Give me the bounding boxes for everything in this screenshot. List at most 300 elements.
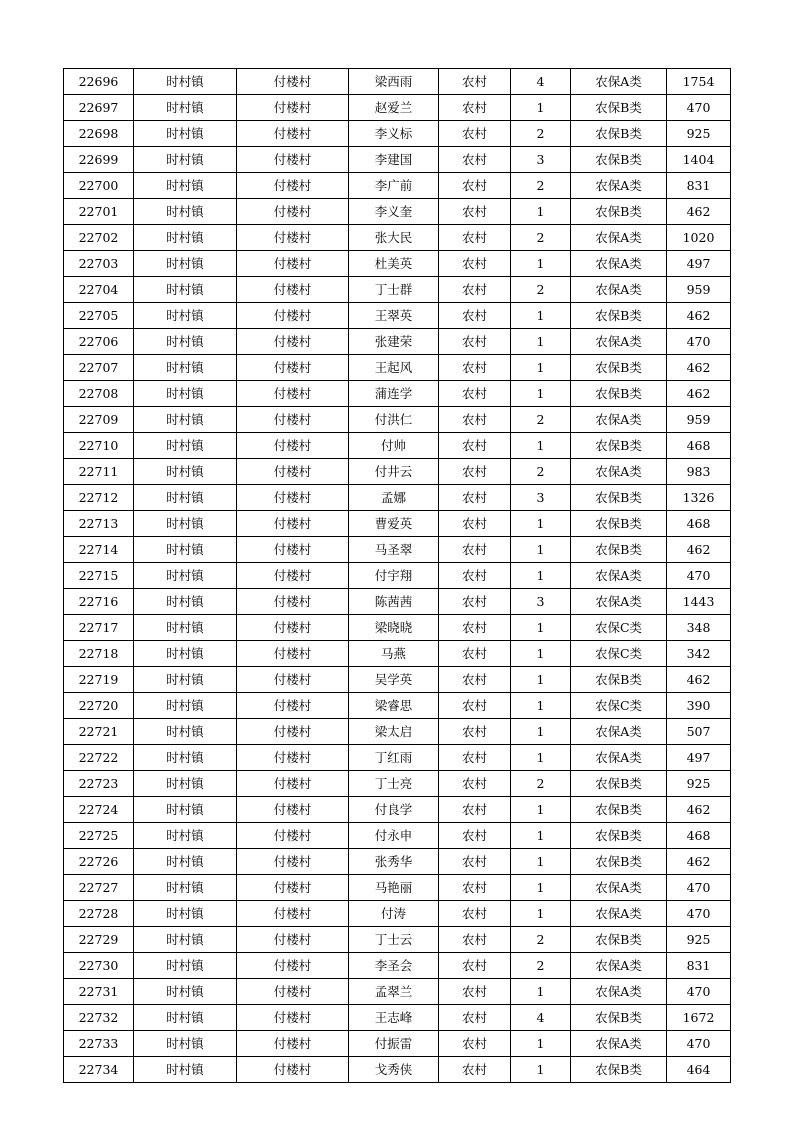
cell-household-type: 农村 [439,615,511,641]
cell-count: 1 [511,875,571,901]
cell-town: 时村镇 [134,277,237,303]
cell-village: 付楼村 [237,511,349,537]
cell-village: 付楼村 [237,823,349,849]
cell-town: 时村镇 [134,771,237,797]
table-row [64,485,731,511]
cell-category: 农保A类 [571,251,667,277]
table-row [64,1057,731,1083]
cell-village: 付楼村 [237,303,349,329]
cell-count: 2 [511,407,571,433]
cell-id: 22719 [64,667,134,693]
cell-name: 戈秀侠 [349,1057,439,1083]
cell-village: 付楼村 [237,667,349,693]
cell-id: 22703 [64,251,134,277]
cell-amount: 470 [667,901,731,927]
cell-id: 22717 [64,615,134,641]
cell-name: 李圣会 [349,953,439,979]
table-row [64,953,731,979]
cell-count: 1 [511,901,571,927]
cell-category: 农保B类 [571,485,667,511]
cell-village: 付楼村 [237,615,349,641]
cell-village: 付楼村 [237,563,349,589]
cell-amount: 468 [667,511,731,537]
table-row [64,1031,731,1057]
cell-amount: 959 [667,407,731,433]
cell-id: 22713 [64,511,134,537]
cell-household-type: 农村 [439,797,511,823]
cell-count: 2 [511,173,571,199]
cell-amount: 390 [667,693,731,719]
cell-household-type: 农村 [439,69,511,95]
cell-village: 付楼村 [237,433,349,459]
cell-count: 1 [511,745,571,771]
cell-id: 22714 [64,537,134,563]
cell-amount: 831 [667,953,731,979]
cell-id: 22705 [64,303,134,329]
cell-household-type: 农村 [439,277,511,303]
cell-household-type: 农村 [439,745,511,771]
cell-town: 时村镇 [134,433,237,459]
cell-household-type: 农村 [439,251,511,277]
table-row [64,901,731,927]
cell-id: 22730 [64,953,134,979]
cell-category: 农保A类 [571,719,667,745]
cell-town: 时村镇 [134,1005,237,1031]
cell-village: 付楼村 [237,485,349,511]
cell-household-type: 农村 [439,537,511,563]
cell-name: 马圣翠 [349,537,439,563]
cell-household-type: 农村 [439,95,511,121]
cell-name: 赵爱兰 [349,95,439,121]
cell-id: 22733 [64,1031,134,1057]
cell-town: 时村镇 [134,199,237,225]
cell-town: 时村镇 [134,69,237,95]
cell-town: 时村镇 [134,1031,237,1057]
cell-id: 22722 [64,745,134,771]
cell-category: 农保B类 [571,1057,667,1083]
cell-category: 农保C类 [571,641,667,667]
cell-village: 付楼村 [237,225,349,251]
cell-count: 1 [511,823,571,849]
cell-id: 22720 [64,693,134,719]
cell-amount: 470 [667,329,731,355]
table-row [64,459,731,485]
table-row [64,745,731,771]
cell-category: 农保B类 [571,823,667,849]
cell-village: 付楼村 [237,147,349,173]
cell-count: 4 [511,1005,571,1031]
cell-town: 时村镇 [134,511,237,537]
cell-amount: 470 [667,979,731,1005]
cell-count: 1 [511,1057,571,1083]
cell-village: 付楼村 [237,355,349,381]
cell-household-type: 农村 [439,927,511,953]
cell-village: 付楼村 [237,69,349,95]
cell-name: 付井云 [349,459,439,485]
table-row [64,1005,731,1031]
cell-amount: 470 [667,95,731,121]
cell-count: 1 [511,355,571,381]
cell-count: 1 [511,979,571,1005]
table-row [64,303,731,329]
table-row [64,641,731,667]
subsidy-table [63,68,731,1083]
cell-category: 农保A类 [571,225,667,251]
cell-town: 时村镇 [134,563,237,589]
cell-category: 农保A类 [571,563,667,589]
cell-id: 22697 [64,95,134,121]
cell-town: 时村镇 [134,667,237,693]
cell-category: 农保B类 [571,121,667,147]
cell-name: 丁红雨 [349,745,439,771]
cell-town: 时村镇 [134,459,237,485]
cell-name: 付振雷 [349,1031,439,1057]
cell-town: 时村镇 [134,901,237,927]
cell-count: 1 [511,693,571,719]
cell-id: 22729 [64,927,134,953]
cell-household-type: 农村 [439,407,511,433]
cell-count: 1 [511,849,571,875]
cell-town: 时村镇 [134,797,237,823]
cell-village: 付楼村 [237,381,349,407]
cell-name: 梁西雨 [349,69,439,95]
cell-name: 李广前 [349,173,439,199]
cell-name: 孟娜 [349,485,439,511]
cell-count: 3 [511,485,571,511]
cell-name: 张秀华 [349,849,439,875]
cell-category: 农保B类 [571,511,667,537]
table-row [64,537,731,563]
cell-name: 蒲连学 [349,381,439,407]
cell-id: 22708 [64,381,134,407]
cell-category: 农保A类 [571,173,667,199]
cell-village: 付楼村 [237,953,349,979]
cell-id: 22727 [64,875,134,901]
table-row [64,355,731,381]
table-row [64,615,731,641]
cell-name: 张大民 [349,225,439,251]
table-row [64,771,731,797]
cell-category: 农保A类 [571,69,667,95]
table-row [64,797,731,823]
cell-household-type: 农村 [439,771,511,797]
table-row [64,251,731,277]
cell-name: 丁士云 [349,927,439,953]
cell-amount: 342 [667,641,731,667]
table-row [64,381,731,407]
table-row [64,849,731,875]
cell-village: 付楼村 [237,875,349,901]
cell-category: 农保A类 [571,953,667,979]
cell-name: 梁太启 [349,719,439,745]
cell-name: 付洪仁 [349,407,439,433]
cell-amount: 507 [667,719,731,745]
cell-village: 付楼村 [237,927,349,953]
cell-category: 农保B类 [571,1005,667,1031]
cell-name: 张建荣 [349,329,439,355]
cell-category: 农保C类 [571,693,667,719]
cell-id: 22728 [64,901,134,927]
cell-category: 农保B类 [571,199,667,225]
cell-count: 1 [511,511,571,537]
table-row [64,511,731,537]
cell-category: 农保B类 [571,381,667,407]
cell-amount: 470 [667,875,731,901]
cell-id: 22700 [64,173,134,199]
cell-town: 时村镇 [134,875,237,901]
cell-id: 22701 [64,199,134,225]
cell-village: 付楼村 [237,407,349,433]
cell-category: 农保A类 [571,979,667,1005]
cell-village: 付楼村 [237,173,349,199]
cell-amount: 462 [667,797,731,823]
cell-count: 1 [511,251,571,277]
cell-town: 时村镇 [134,953,237,979]
cell-name: 丁士群 [349,277,439,303]
cell-household-type: 农村 [439,849,511,875]
cell-amount: 462 [667,355,731,381]
cell-count: 1 [511,1031,571,1057]
cell-category: 农保B类 [571,303,667,329]
cell-town: 时村镇 [134,485,237,511]
table-row [64,225,731,251]
cell-village: 付楼村 [237,979,349,1005]
cell-name: 付良学 [349,797,439,823]
cell-amount: 1443 [667,589,731,615]
cell-household-type: 农村 [439,329,511,355]
cell-name: 丁士亮 [349,771,439,797]
cell-town: 时村镇 [134,329,237,355]
cell-village: 付楼村 [237,771,349,797]
cell-id: 22706 [64,329,134,355]
cell-name: 杜美英 [349,251,439,277]
cell-count: 4 [511,69,571,95]
cell-household-type: 农村 [439,823,511,849]
cell-category: 农保A类 [571,459,667,485]
cell-count: 1 [511,433,571,459]
cell-town: 时村镇 [134,849,237,875]
cell-household-type: 农村 [439,901,511,927]
cell-village: 付楼村 [237,589,349,615]
cell-count: 1 [511,615,571,641]
cell-category: 农保A类 [571,277,667,303]
cell-name: 付涛 [349,901,439,927]
cell-amount: 1020 [667,225,731,251]
cell-household-type: 农村 [439,563,511,589]
cell-household-type: 农村 [439,225,511,251]
cell-town: 时村镇 [134,355,237,381]
cell-amount: 462 [667,381,731,407]
cell-id: 22711 [64,459,134,485]
cell-town: 时村镇 [134,173,237,199]
cell-id: 22698 [64,121,134,147]
cell-category: 农保A类 [571,875,667,901]
cell-town: 时村镇 [134,615,237,641]
cell-category: 农保A类 [571,329,667,355]
cell-household-type: 农村 [439,121,511,147]
cell-household-type: 农村 [439,173,511,199]
cell-id: 22725 [64,823,134,849]
table-row [64,719,731,745]
table-row [64,693,731,719]
cell-town: 时村镇 [134,1057,237,1083]
cell-count: 1 [511,641,571,667]
cell-count: 1 [511,199,571,225]
cell-village: 付楼村 [237,121,349,147]
table-row [64,95,731,121]
cell-amount: 1326 [667,485,731,511]
table-row [64,329,731,355]
cell-name: 马艳丽 [349,875,439,901]
cell-id: 22723 [64,771,134,797]
cell-town: 时村镇 [134,147,237,173]
cell-count: 1 [511,563,571,589]
cell-household-type: 农村 [439,459,511,485]
cell-village: 付楼村 [237,199,349,225]
cell-count: 1 [511,537,571,563]
cell-amount: 1672 [667,1005,731,1031]
table-body [64,69,731,1083]
cell-category: 农保A类 [571,407,667,433]
cell-amount: 464 [667,1057,731,1083]
cell-town: 时村镇 [134,225,237,251]
table-row [64,979,731,1005]
table-row [64,121,731,147]
cell-village: 付楼村 [237,251,349,277]
table-row [64,69,731,95]
cell-town: 时村镇 [134,823,237,849]
cell-village: 付楼村 [237,277,349,303]
cell-count: 1 [511,303,571,329]
cell-name: 吴学英 [349,667,439,693]
cell-village: 付楼村 [237,459,349,485]
cell-amount: 497 [667,745,731,771]
cell-household-type: 农村 [439,433,511,459]
cell-town: 时村镇 [134,95,237,121]
cell-count: 2 [511,459,571,485]
cell-amount: 462 [667,537,731,563]
cell-town: 时村镇 [134,589,237,615]
cell-town: 时村镇 [134,537,237,563]
cell-category: 农保B类 [571,771,667,797]
cell-village: 付楼村 [237,1031,349,1057]
cell-amount: 470 [667,1031,731,1057]
cell-name: 梁晓晓 [349,615,439,641]
cell-category: 农保C类 [571,615,667,641]
cell-name: 付宇翔 [349,563,439,589]
cell-amount: 831 [667,173,731,199]
cell-category: 农保A类 [571,901,667,927]
cell-count: 1 [511,329,571,355]
cell-count: 1 [511,797,571,823]
cell-count: 2 [511,771,571,797]
cell-amount: 470 [667,563,731,589]
cell-amount: 462 [667,199,731,225]
cell-household-type: 农村 [439,953,511,979]
cell-village: 付楼村 [237,693,349,719]
cell-count: 1 [511,667,571,693]
cell-amount: 462 [667,667,731,693]
table-row [64,563,731,589]
cell-amount: 348 [667,615,731,641]
cell-id: 22710 [64,433,134,459]
cell-name: 王起风 [349,355,439,381]
cell-village: 付楼村 [237,797,349,823]
cell-household-type: 农村 [439,1057,511,1083]
cell-id: 22704 [64,277,134,303]
cell-village: 付楼村 [237,95,349,121]
cell-amount: 1404 [667,147,731,173]
cell-amount: 983 [667,459,731,485]
cell-household-type: 农村 [439,199,511,225]
cell-id: 22721 [64,719,134,745]
cell-household-type: 农村 [439,693,511,719]
cell-category: 农保B类 [571,355,667,381]
cell-count: 3 [511,147,571,173]
cell-count: 1 [511,381,571,407]
cell-household-type: 农村 [439,147,511,173]
cell-household-type: 农村 [439,303,511,329]
cell-household-type: 农村 [439,485,511,511]
cell-name: 付帅 [349,433,439,459]
cell-household-type: 农村 [439,667,511,693]
cell-town: 时村镇 [134,927,237,953]
cell-amount: 925 [667,771,731,797]
cell-count: 2 [511,121,571,147]
cell-village: 付楼村 [237,641,349,667]
cell-id: 22707 [64,355,134,381]
cell-category: 农保A类 [571,589,667,615]
cell-id: 22716 [64,589,134,615]
cell-household-type: 农村 [439,511,511,537]
cell-amount: 468 [667,433,731,459]
cell-name: 李义奎 [349,199,439,225]
cell-household-type: 农村 [439,381,511,407]
cell-village: 付楼村 [237,537,349,563]
cell-name: 陈茜茜 [349,589,439,615]
cell-name: 李建国 [349,147,439,173]
cell-count: 2 [511,953,571,979]
cell-count: 2 [511,225,571,251]
cell-id: 22734 [64,1057,134,1083]
cell-id: 22709 [64,407,134,433]
cell-name: 付永申 [349,823,439,849]
cell-household-type: 农村 [439,589,511,615]
cell-town: 时村镇 [134,693,237,719]
cell-count: 2 [511,927,571,953]
cell-amount: 925 [667,927,731,953]
cell-id: 22726 [64,849,134,875]
cell-amount: 1754 [667,69,731,95]
cell-category: 农保B类 [571,667,667,693]
cell-count: 2 [511,277,571,303]
cell-town: 时村镇 [134,381,237,407]
cell-id: 22724 [64,797,134,823]
cell-town: 时村镇 [134,407,237,433]
cell-town: 时村镇 [134,251,237,277]
cell-category: 农保B类 [571,95,667,121]
cell-household-type: 农村 [439,875,511,901]
table-row [64,823,731,849]
cell-id: 22731 [64,979,134,1005]
cell-id: 22699 [64,147,134,173]
cell-town: 时村镇 [134,745,237,771]
cell-village: 付楼村 [237,719,349,745]
cell-village: 付楼村 [237,1005,349,1031]
cell-household-type: 农村 [439,355,511,381]
cell-name: 马燕 [349,641,439,667]
cell-village: 付楼村 [237,329,349,355]
